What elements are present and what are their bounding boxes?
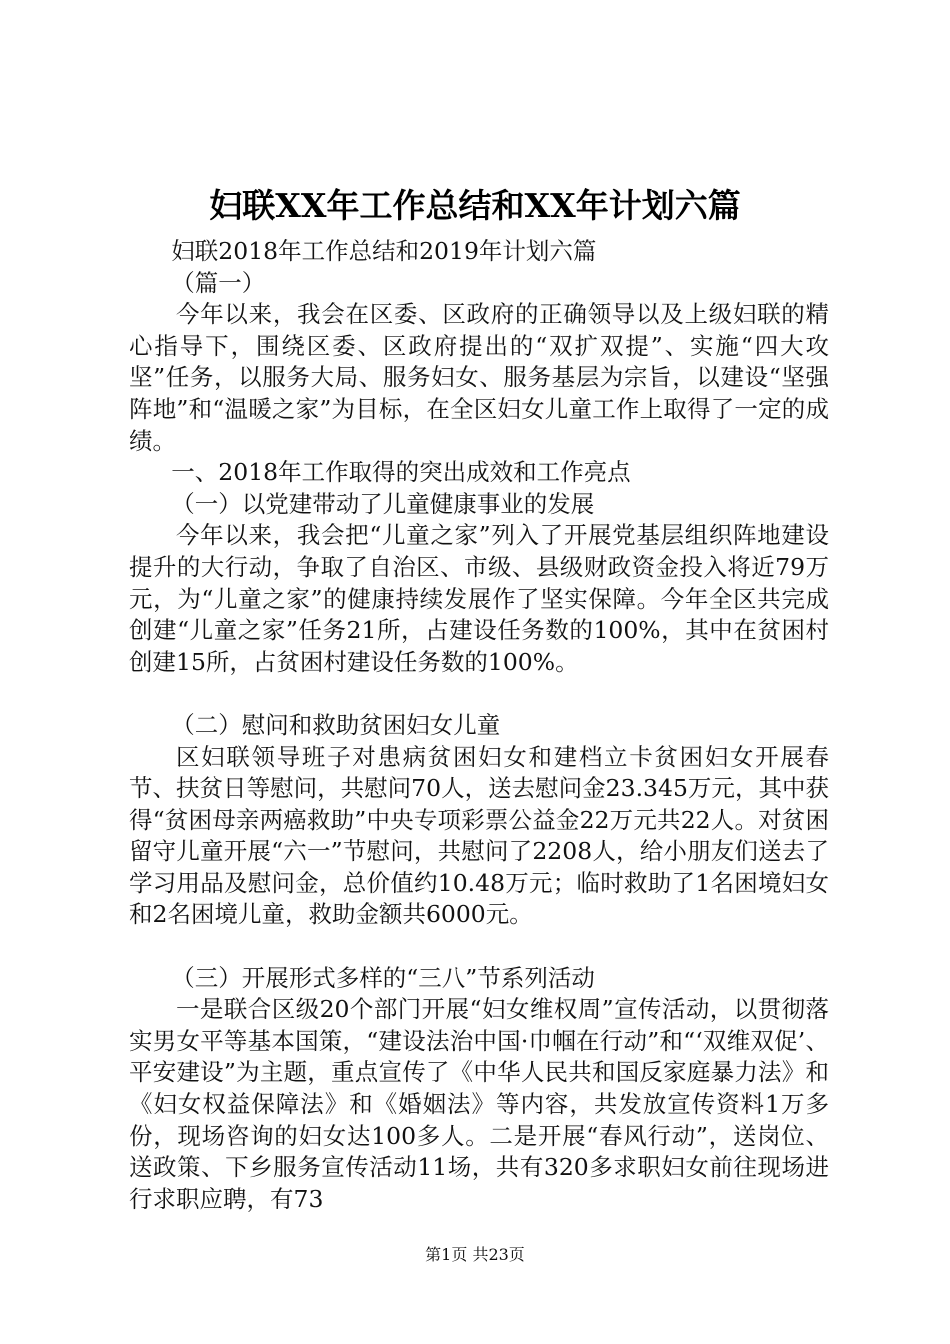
subsection-paragraph-1: 今年以来，我会把“儿童之家”列入了开展党基层组织阵地建设提升的大行动，争取了自治区、市级、县级财政资金投入将近79万元，为“儿童之家”的健康持续发展作了坚实保障。今年全区共完成创建“儿童之家”任务21所，占建设任务数的100%，其中在贫困村创建15所，占贫困村建设任务数的100%。 [129, 521, 829, 676]
subsection-heading-3: （三）开展形式多样的“三八”节系列活动 [171, 963, 595, 992]
document-subtitle: 妇联2018年工作总结和2019年计划六篇 [171, 237, 597, 265]
section-heading: 一、2018年工作取得的突出成效和工作亮点 [171, 458, 631, 487]
part-label: （篇一） [171, 268, 266, 297]
paragraph-gap [129, 931, 829, 963]
document-title: 妇联XX年工作总结和XX年计划六篇 [209, 186, 741, 225]
subsection-heading-1: （一）以党建带动了儿童健康事业的发展 [171, 489, 595, 518]
intro-paragraph: 今年以来，我会在区委、区政府的正确领导以及上级妇联的精心指导下，围绕区委、区政府提出的“双扩双提”、实施“四大攻坚”任务，以服务大局、服务妇女、服务基层为宗旨，以建设“坚强阵地”和“温暖之家”为目标，在全区妇女儿童工作上取得了一定的成绩。 [129, 300, 829, 455]
subsection-heading-2: （二）慰问和救助贫困妇女儿童 [171, 710, 501, 739]
page-footer: 第1页 共23页 [425, 1245, 525, 1264]
subsection-paragraph-3: 一是联合区级20个部门开展“妇女维权周”宣传活动，以贯彻落实男女平等基本国策，“建设法治中国·巾帼在行动”和“‘双维双促’、平安建设”为主题，重点宣传了《中华人民共和国反家庭暴力法》和《妇女权益保障法》和《婚姻法》等内容，共发放宣传资料1万多份，现场咨询的妇女达100多人。二是开展“春风行动”，送岗位、送政策、下乡服务宣传活动11场，共有320多求职妇女前往现场进行求职应聘，有73 [129, 995, 829, 1213]
subsection-paragraph-2: 区妇联领导班子对患病贫困妇女和建档立卡贫困妇女开展春节、扶贫日等慰问，共慰问70人，送去慰问金23.345万元，其中获得“贫困母亲两癌救助”中央专项彩票公益金22万元共22人。对贫困留守儿童开展“六一”节慰问，共慰问了2208人，给小朋友们送去了学习用品及慰问金，总价值约10.48万元；临时救助了1名困境妇女和2名困境儿童，救助金额共6000元。 [129, 742, 829, 929]
paragraph-gap [129, 678, 829, 710]
document-body [129, 236, 829, 1215]
